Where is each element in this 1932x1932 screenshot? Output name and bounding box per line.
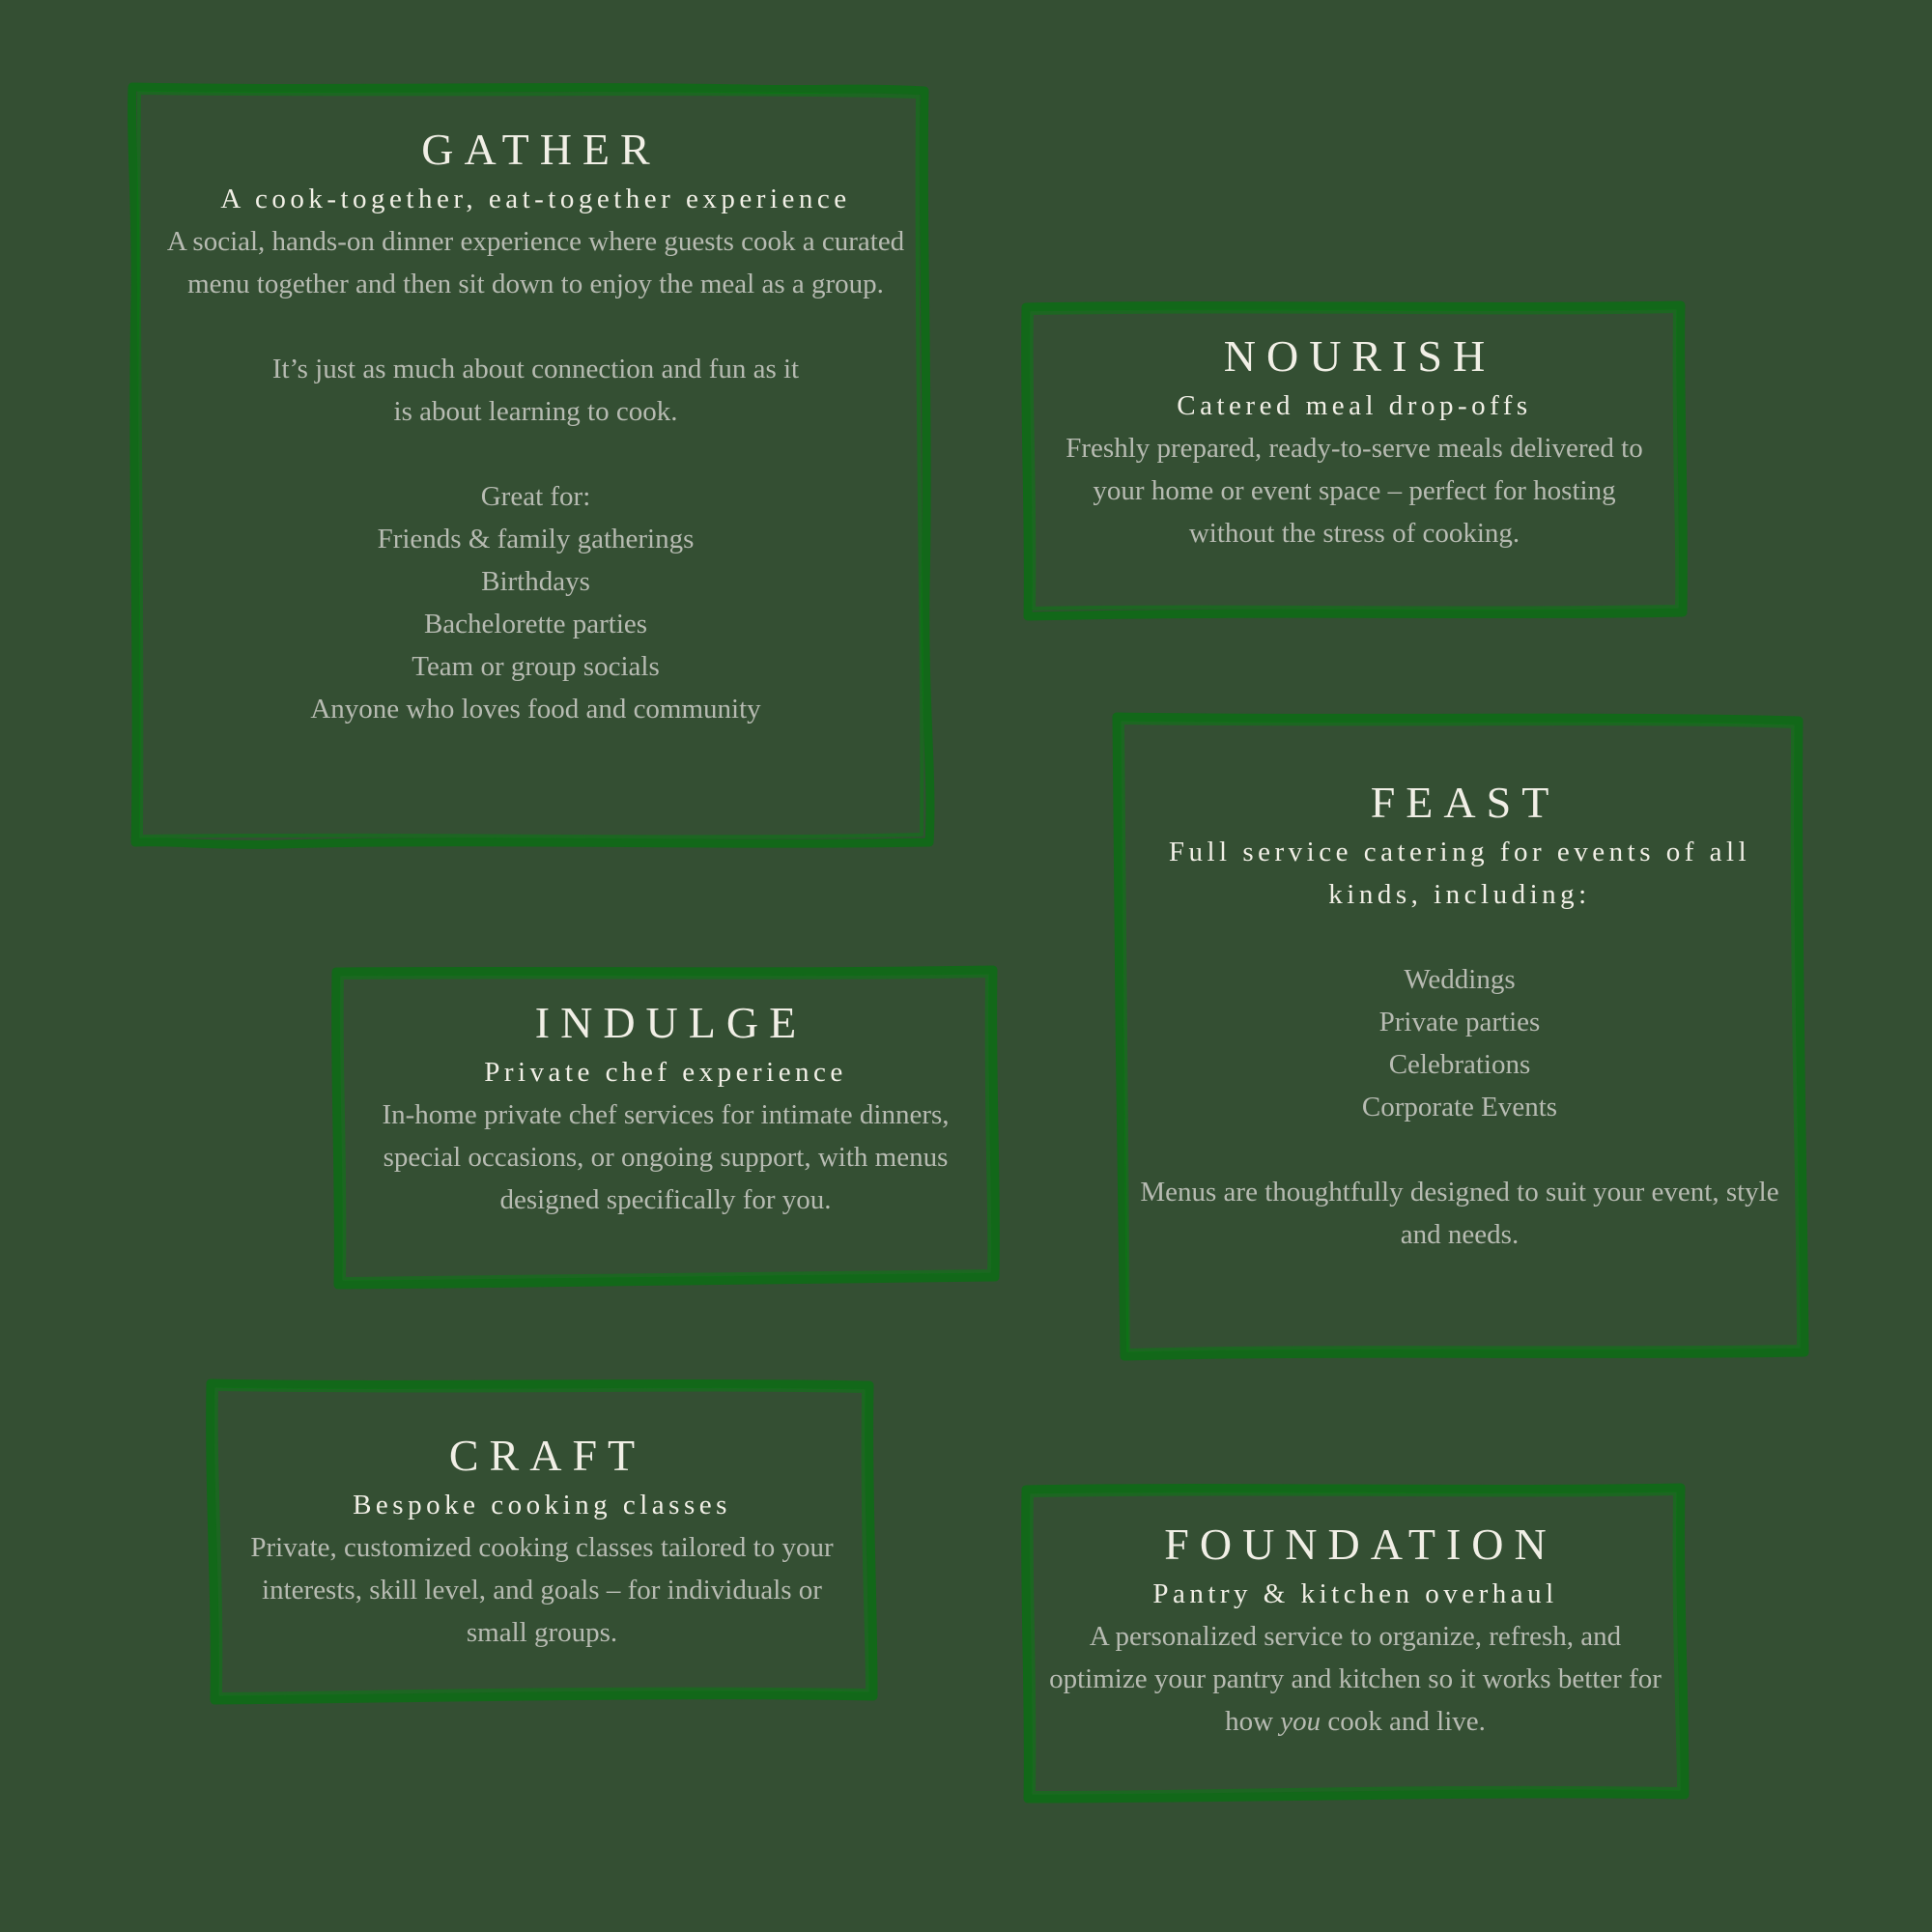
foundation-title: FOUNDATION	[1164, 1520, 1557, 1569]
nourish-subtitle: Catered meal drop-offs	[1177, 390, 1532, 421]
gather-subtitle: A cook-together, eat-together experience	[220, 184, 851, 214]
service-card-nourish	[1022, 301, 1687, 620]
list-item: Celebrations	[1388, 1049, 1531, 1080]
indulge-title: INDULGE	[534, 998, 808, 1047]
gather-description: A social, hands-on dinner experience where guests cook a curated menu together and then sit down to enjoy the meal as a group.	[166, 226, 905, 299]
service-card-foundation	[1022, 1484, 1689, 1803]
gather-note: It’s just as much about connection and fun as it is about learning to cook.	[271, 354, 800, 427]
craft-description: Private, customized cooking classes tailored to your interests, skill level, and goals – for individuals or small groups.	[250, 1532, 834, 1648]
service-card-gather	[128, 83, 944, 846]
service-card-indulge	[332, 966, 999, 1289]
foundation-description-end: cook and live.	[1321, 1706, 1486, 1737]
foundation-subtitle: Pantry & kitchen overhaul	[1152, 1578, 1558, 1609]
gather-great-for-label: Great for:	[480, 481, 591, 512]
foundation-description-start: A personalized service to organize, refresh, and optimize your pantry and kitchen so it works better for how	[1049, 1621, 1662, 1737]
list-item: Friends & family gatherings	[377, 524, 695, 554]
gather-title: GATHER	[421, 125, 661, 174]
list-item: Team or group socials	[412, 651, 660, 682]
feast-subtitle: Full service catering for events of all kinds, including:	[1168, 837, 1751, 910]
list-item: Weddings	[1404, 964, 1516, 995]
list-item: Anyone who loves food and community	[310, 694, 761, 724]
craft-title: CRAFT	[448, 1431, 646, 1480]
list-item: Corporate Events	[1361, 1092, 1558, 1122]
list-item: Bachelorette parties	[423, 609, 648, 639]
feast-note: Menus are thoughtfully designed to suit your event, style and needs.	[1140, 1177, 1779, 1250]
list-item: Birthdays	[481, 566, 590, 597]
nourish-description: Freshly prepared, ready-to-serve meals delivered to your home or event space – perfect for hosting without the stress of cooking.	[1065, 433, 1643, 549]
gather-great-for-list	[128, 518, 944, 730]
foundation-description	[1022, 1615, 1689, 1743]
feast-events-list	[1111, 958, 1808, 1128]
service-card-craft	[207, 1379, 877, 1704]
nourish-title: NOURISH	[1223, 331, 1496, 381]
foundation-description-emphasis: you	[1280, 1706, 1321, 1737]
service-card-feast	[1111, 713, 1808, 1360]
indulge-subtitle: Private chef experience	[484, 1057, 847, 1088]
list-item: Private parties	[1378, 1007, 1541, 1037]
craft-subtitle: Bespoke cooking classes	[353, 1490, 731, 1520]
indulge-description: In-home private chef services for intimate dinners, special occasions, or ongoing support, with menus designed specifically for you.	[382, 1099, 950, 1215]
feast-title: FEAST	[1370, 778, 1560, 827]
